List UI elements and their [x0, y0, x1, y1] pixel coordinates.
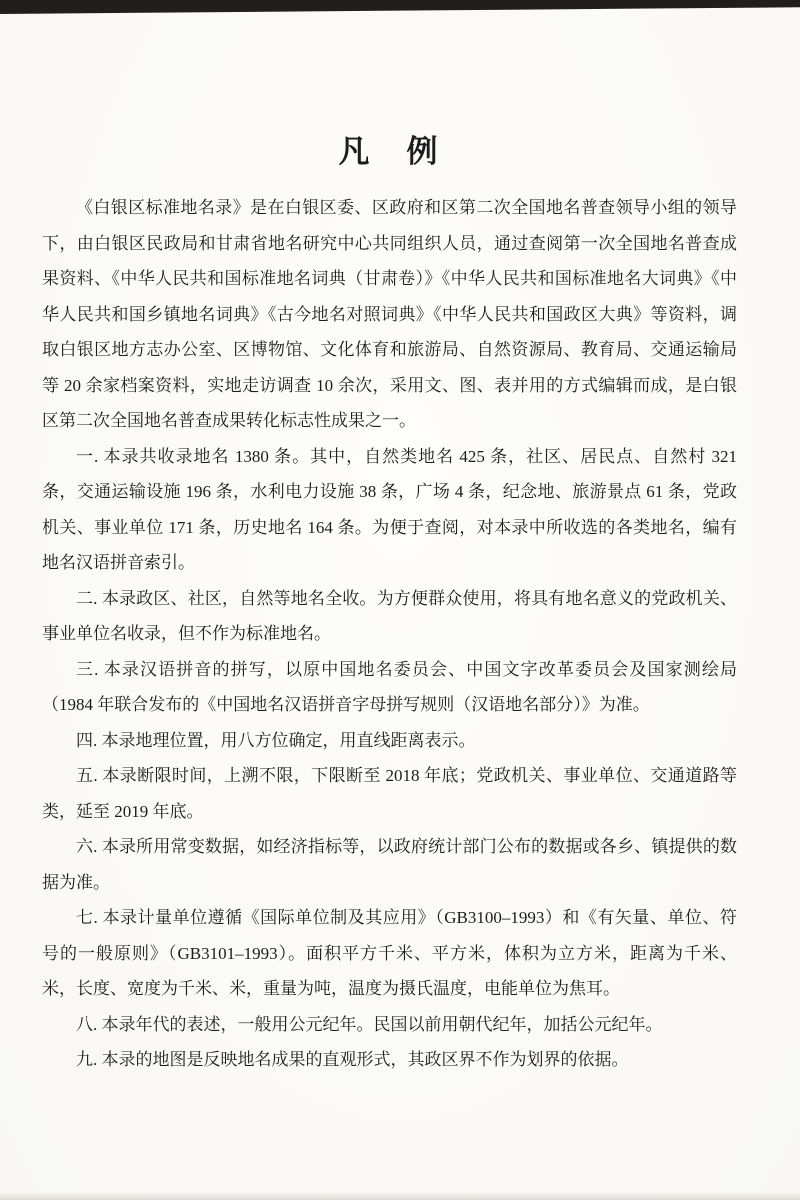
note-item-1: 一. 本录共收录地名 1380 条。其中，自然类地名 425 条，社区、居民点、自然村 321 条，交通运输设施 196 条，水利电力设施 38 条，广场 4 条，纪念地、旅游景点 61 条，党政机关、事业单位 171 条，历史地名 164 条。为便于查阅，对本录中所收选的各类地名，编有地名汉语拼音索引。 — [42, 446, 737, 572]
scan-bottom-edge — [0, 1193, 800, 1200]
note-item-4: 四. 本录地理位置，用八方位确定，用直线距离表示。 — [76, 730, 476, 750]
note-item-3: 三. 本录汉语拼音的拼写，以原中国地名委员会、中国文字改革委员会及国家测绘局（1984 年联合发布的《中国地名汉语拼音字母拼写规则（汉语地名部分）》为准。 — [42, 659, 737, 714]
page-title: 凡 例 — [338, 134, 441, 169]
intro-paragraph: 《白银区标准地名录》是在白银区委、区政府和区第二次全国地名普查领导小组的领导下，由白银区民政局和甘肃省地名研究中心共同组织人员，通过查阅第一次全国地名普查成果资料、《中华人民共和国标准地名词典（甘肃卷）》《中华人民共和国标准地名大词典》《中华人民共和国乡镇地名词典》《古今地名对照词典》《中华人民共和国政区大典》等资料，调取白银区地方志办公室、区博物馆、文化体育和旅游局、自然资源局、教育局、交通运输局等 20 余家档案资料，实地走访调查 10 余次，采用文、图、表并用的方式编辑而成，是白银区第二次全国地名普查成果转化标志性成果之一。 — [42, 198, 737, 430]
note-item-7: 七. 本录计量单位遵循《国际单位制及其应用》（GB3100–1993）和《有矢量、单位、符号的一般原则》（GB3101–1993）。面积平方千米、平方米，体积为立方米，距离为千米、米，长度、宽度为千米、米，重量为吨，温度为摄氏温度，电能单位为焦耳。 — [42, 908, 737, 998]
note-item-2: 二. 本录政区、社区，自然等地名全收。为方便群众使用，将具有地名意义的党政机关、事业单位名收录，但不作为标准地名。 — [42, 588, 737, 643]
note-item-9: 九. 本录的地图是反映地名成果的直观形式，其政区界不作为划界的依据。 — [76, 1050, 629, 1069]
document-body — [42, 190, 737, 1078]
note-item-8: 八. 本录年代的表述，一般用公元纪年。民国以前用朝代纪年，加括公元纪年。 — [76, 1014, 663, 1034]
note-item-6: 六. 本录所用常变数据，如经济指标等，以政府统计部门公布的数据或各乡、镇提供的数据为准。 — [42, 837, 737, 892]
note-item-5: 五. 本录断限时间，上溯不限，下限断至 2018 年底；党政机关、事业单位、交通道路等类，延至 2019 年底。 — [42, 766, 737, 821]
scan-top-edge — [0, 0, 800, 14]
